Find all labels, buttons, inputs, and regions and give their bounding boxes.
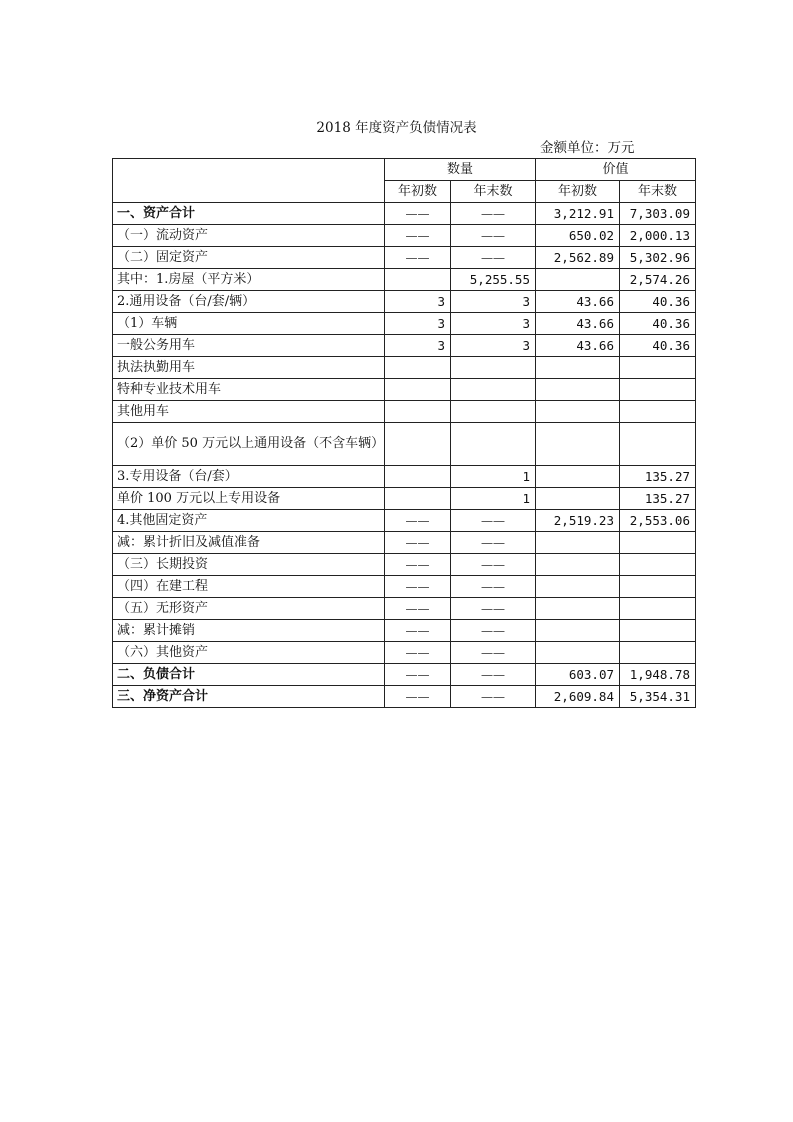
quantity-end-cell [451,379,536,401]
value-end-cell: 5,302.96 [620,247,696,269]
quantity-begin-cell: —— [385,620,451,642]
quantity-begin-cell: —— [385,510,451,532]
table-row [113,291,696,313]
quantity-begin-cell: —— [385,203,451,225]
quantity-begin-cell [385,269,451,291]
value-begin-cell: 2,562.89 [536,247,620,269]
value-begin-cell [536,642,620,664]
value-begin-cell: 2,519.23 [536,510,620,532]
quantity-begin-cell: —— [385,247,451,269]
value-end-cell: 2,553.06 [620,510,696,532]
row-label: （一）流动资产 [113,225,385,247]
table-row [113,401,696,423]
quantity-begin-cell [385,488,451,510]
quantity-begin-cell: 3 [385,291,451,313]
value-begin-cell [536,554,620,576]
quantity-begin-cell: —— [385,554,451,576]
quantity-end-cell: —— [451,686,536,708]
value-end-cell [620,401,696,423]
quantity-end-cell: —— [451,598,536,620]
amount-unit-label: 金额单位：万元 [540,140,635,156]
value-begin-cell [536,269,620,291]
row-label: 3.专用设备（台/套） [113,466,385,488]
quantity-begin-cell [385,466,451,488]
table-header-row-1 [113,159,696,181]
value-begin-cell: 43.66 [536,313,620,335]
header-value-end: 年末数 [620,181,696,203]
quantity-begin-cell: —— [385,598,451,620]
quantity-end-cell: —— [451,203,536,225]
row-label: 执法执勤用车 [113,357,385,379]
value-end-cell: 2,574.26 [620,269,696,291]
value-end-cell: 40.36 [620,335,696,357]
header-blank-cell [113,159,385,203]
row-label: 减：累计摊销 [113,620,385,642]
quantity-end-cell: —— [451,664,536,686]
quantity-end-cell: —— [451,532,536,554]
table-row [113,269,696,291]
quantity-end-cell: 3 [451,335,536,357]
table-body [113,203,696,708]
table-row [113,335,696,357]
value-begin-cell: 3,212.91 [536,203,620,225]
table-row [113,532,696,554]
table-row [113,598,696,620]
row-label: （1）车辆 [113,313,385,335]
table-row [113,466,696,488]
quantity-begin-cell: 3 [385,335,451,357]
value-end-cell: 1,948.78 [620,664,696,686]
value-begin-cell [536,488,620,510]
quantity-end-cell: —— [451,576,536,598]
value-end-cell: 40.36 [620,291,696,313]
row-label: （三）长期投资 [113,554,385,576]
table-row [113,203,696,225]
quantity-end-cell: 3 [451,291,536,313]
value-end-cell [620,576,696,598]
quantity-end-cell: 3 [451,313,536,335]
value-begin-cell [536,401,620,423]
table-row [113,423,696,466]
value-end-cell: 40.36 [620,313,696,335]
row-label: （二）固定资产 [113,247,385,269]
value-end-cell: 135.27 [620,466,696,488]
value-begin-cell: 43.66 [536,291,620,313]
row-label: 一、资产合计 [113,203,385,225]
quantity-begin-cell: —— [385,576,451,598]
row-label: 4.其他固定资产 [113,510,385,532]
quantity-begin-cell: —— [385,686,451,708]
quantity-begin-cell [385,379,451,401]
value-begin-cell: 2,609.84 [536,686,620,708]
document-title: 2018 年度资产负债情况表 [316,120,477,136]
value-begin-cell [536,423,620,466]
value-begin-cell: 43.66 [536,335,620,357]
table-row [113,686,696,708]
quantity-end-cell: —— [451,642,536,664]
quantity-begin-cell [385,401,451,423]
value-end-cell [620,642,696,664]
quantity-begin-cell [385,357,451,379]
row-label: （四）在建工程 [113,576,385,598]
value-end-cell: 2,000.13 [620,225,696,247]
row-label: 单价 100 万元以上专用设备 [113,488,385,510]
header-quantity: 数量 [385,159,536,181]
quantity-end-cell: 1 [451,466,536,488]
table-row [113,357,696,379]
table-row [113,554,696,576]
quantity-begin-cell: —— [385,532,451,554]
quantity-end-cell: —— [451,510,536,532]
value-end-cell: 7,303.09 [620,203,696,225]
quantity-end-cell [451,357,536,379]
row-label: 三、净资产合计 [113,686,385,708]
table-row [113,620,696,642]
quantity-end-cell: —— [451,554,536,576]
quantity-end-cell: 5,255.55 [451,269,536,291]
row-label: （五）无形资产 [113,598,385,620]
value-end-cell [620,379,696,401]
quantity-end-cell [451,423,536,466]
table-row [113,247,696,269]
quantity-begin-cell: 3 [385,313,451,335]
row-label: 2.通用设备（台/套/辆） [113,291,385,313]
table-row [113,379,696,401]
value-end-cell: 5,354.31 [620,686,696,708]
value-begin-cell [536,357,620,379]
value-begin-cell [536,620,620,642]
value-begin-cell [536,598,620,620]
table-row [113,488,696,510]
row-label: （六）其他资产 [113,642,385,664]
row-label: （2）单价 50 万元以上通用设备（不含车辆） [113,423,385,466]
header-value: 价值 [536,159,696,181]
table-row [113,664,696,686]
row-label: 一般公务用车 [113,335,385,357]
header-value-begin: 年初数 [536,181,620,203]
value-end-cell [620,554,696,576]
table-row [113,576,696,598]
quantity-begin-cell: —— [385,642,451,664]
value-end-cell [620,423,696,466]
header-quantity-begin: 年初数 [385,181,451,203]
row-label: 其中：1.房屋（平方米） [113,269,385,291]
quantity-end-cell: —— [451,225,536,247]
value-begin-cell [536,532,620,554]
quantity-begin-cell: —— [385,225,451,247]
value-begin-cell [536,466,620,488]
quantity-begin-cell: —— [385,664,451,686]
value-end-cell [620,598,696,620]
quantity-end-cell: —— [451,620,536,642]
asset-liability-table [112,158,696,708]
value-end-cell: 135.27 [620,488,696,510]
quantity-end-cell: 1 [451,488,536,510]
row-label: 二、负债合计 [113,664,385,686]
quantity-begin-cell [385,423,451,466]
value-begin-cell: 650.02 [536,225,620,247]
value-end-cell [620,532,696,554]
row-label: 特种专业技术用车 [113,379,385,401]
value-begin-cell [536,576,620,598]
header-quantity-end: 年末数 [451,181,536,203]
row-label: 其他用车 [113,401,385,423]
value-begin-cell [536,379,620,401]
quantity-end-cell: —— [451,247,536,269]
row-label: 减：累计折旧及减值准备 [113,532,385,554]
value-begin-cell: 603.07 [536,664,620,686]
value-end-cell [620,620,696,642]
table-row [113,313,696,335]
table-row [113,225,696,247]
table-row [113,510,696,532]
quantity-end-cell [451,401,536,423]
table-row [113,642,696,664]
value-end-cell [620,357,696,379]
